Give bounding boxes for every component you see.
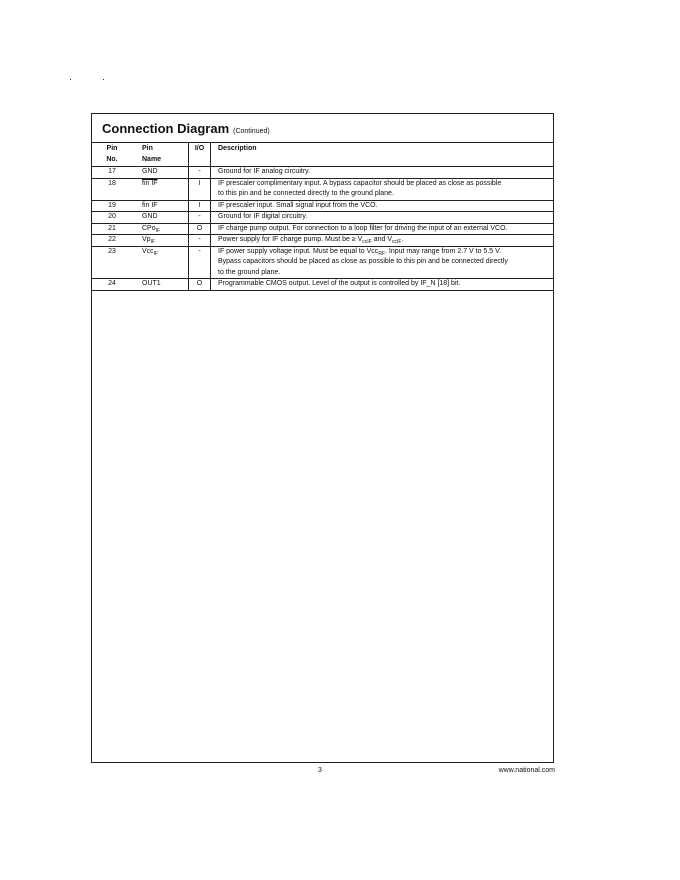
pin-io: - bbox=[189, 167, 211, 179]
col-header-description: Description bbox=[218, 145, 257, 152]
pin-io: O bbox=[189, 279, 211, 291]
pin-name: GND bbox=[142, 213, 158, 220]
pin-description: IF charge pump output. For connection to a loop filter for driving the input of an external VCO. bbox=[218, 224, 508, 232]
table-row bbox=[92, 279, 553, 291]
pin-description: Power supply for IF charge pump. Must be ≥ $V_{ccIF}$ and $V_{ccIF}$. bbox=[218, 236, 404, 245]
pin-number: 23 bbox=[108, 247, 116, 255]
pin-number: 24 bbox=[108, 280, 116, 287]
pin-description: IF power supply voltage input. Must be equal to Vcc$_{RF}$. Input may range from 2.7 V to 5.5 V. Bypass capacitors should be placed as close as possible to this pin and be connected directly to the ground plane. bbox=[218, 247, 508, 276]
pin-name: GND bbox=[142, 168, 158, 175]
pin-number: 21 bbox=[108, 224, 116, 232]
pin-io: I bbox=[189, 178, 211, 200]
pin-number: 18 bbox=[108, 179, 116, 187]
table-row bbox=[92, 200, 553, 212]
connection-diagram-frame bbox=[91, 113, 554, 763]
pin-number: 19 bbox=[108, 201, 116, 209]
table-row bbox=[92, 246, 553, 279]
page-number: 3 bbox=[318, 767, 322, 774]
pin-io: - bbox=[189, 212, 211, 224]
table-row bbox=[92, 178, 553, 200]
col-header-io: I/O bbox=[189, 143, 211, 167]
pin-number: 17 bbox=[108, 168, 116, 175]
pin-io: O bbox=[189, 223, 211, 235]
table-row bbox=[92, 235, 553, 247]
pin-description-table bbox=[92, 143, 553, 291]
pin-name: OUT1 bbox=[142, 280, 161, 287]
footer-url: www.national.com bbox=[498, 767, 555, 774]
table-row bbox=[92, 167, 553, 179]
pin-io: - bbox=[189, 246, 211, 279]
table-row bbox=[92, 223, 553, 235]
pin-name: fin IF bbox=[142, 179, 158, 187]
section-title: Connection Diagram bbox=[102, 121, 230, 136]
section-heading bbox=[102, 120, 270, 138]
continued-label: (Continued) bbox=[233, 128, 270, 135]
pin-description: IF prescaler input. Small signal input from the VCO. bbox=[218, 201, 378, 209]
pin-name: CPo$_{IF}$ bbox=[142, 224, 161, 234]
col-header-pin-no: Pin No. bbox=[106, 145, 118, 163]
col-header-pin-name: Pin Name bbox=[142, 145, 162, 163]
pin-name: fin IF bbox=[142, 201, 158, 209]
pin-io: - bbox=[189, 235, 211, 247]
corner-mark bbox=[70, 79, 71, 80]
pin-description: IF prescaler complimentary input. A bypass capacitor should be placed as close as possible to this pin and be connected directly to the ground plane. bbox=[218, 179, 502, 197]
table-row bbox=[92, 212, 553, 224]
pin-name: $Vp_{IF}$ bbox=[142, 236, 156, 245]
pin-description: Ground for IF digital circuitry. bbox=[218, 213, 308, 220]
pin-number: 20 bbox=[108, 213, 116, 220]
pin-description: Programmable CMOS output. Level of the output is controlled by IF_N [18] bit. bbox=[218, 280, 461, 287]
table-header-row bbox=[92, 143, 553, 167]
corner-mark bbox=[103, 79, 104, 80]
pin-number: 22 bbox=[108, 236, 116, 243]
pin-io: I bbox=[189, 200, 211, 212]
pin-name: Vcc$_{IF}$ bbox=[142, 247, 159, 257]
pin-description: Ground for IF analog circuitry. bbox=[218, 168, 311, 175]
